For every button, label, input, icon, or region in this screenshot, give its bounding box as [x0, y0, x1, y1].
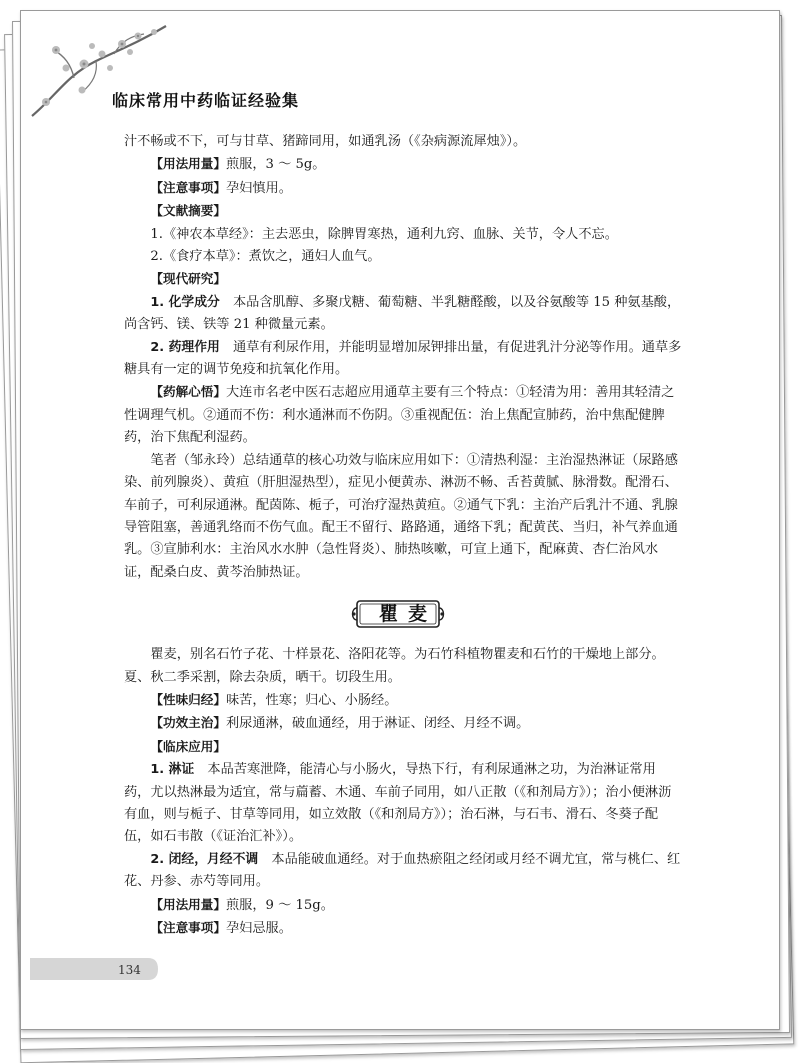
- insight-paragraph: 【药解心悟】大连市名老中医石志超应用通草主要有三个特点：①轻清为用：善用其轻清之性调理气机。②通而不伤：利水通淋而不伤阴。③重视配伍：治上焦配宣肺药，治中焦配健脾药，治下焦配利湿药。: [124, 384, 675, 446]
- herb-title: 瞿麦: [351, 598, 455, 630]
- paragraph: 汁不畅或不下，可与甘草、猪蹄同用，如通乳汤（《杂病源流犀烛》）。: [124, 134, 527, 149]
- clinical-item-2: 2. 闭经，月经不调 本品能破血通经。对于血热瘀阻之经闭或月经不调尤宜，常与桃仁、红花、丹参、赤芍等同用。: [124, 851, 681, 890]
- literature-item: 1.《神农本草经》：主去恶虫，除脾胃寒热，通利九窍、血脉、关节，令人不忘。: [150, 226, 618, 242]
- usage-line: 【用法用量】煎服，9 ～ 15g。: [150, 896, 334, 913]
- caution-tag: 【注意事项】: [150, 179, 226, 195]
- clinical-item-1: 1. 淋证 本品苦寒泄降，能清心与小肠火，导热下行，有利尿通淋之功，为治淋证常用药，尤以热淋最为适宜，常与萹蓄、木通、车前子同用，如八正散（《和剂局方》）；治小便淋沥有血，则与栀子、甘草等同用，如立效散（《和剂局方》）；治石淋，与石韦、滑石、冬葵子配伍，如石韦散（《证治汇补》）。: [124, 762, 672, 845]
- modern-research-heading: 【现代研究】: [150, 271, 226, 287]
- chemistry-paragraph: 1. 化学成分 本品含肌醇、多聚戊糖、葡萄糖、半乳糖醛酸，以及谷氨酸等 15 种氨基酸，尚含钙、镁、铁等 21 种微量元素。: [124, 294, 681, 333]
- literature-item: 2.《食疗本草》：煮饮之，通妇人血气。: [150, 249, 381, 265]
- efficacy-line: 【功效主治】利尿通淋，破血通经，用于淋证、闭经、月经不调。: [150, 715, 530, 732]
- running-header-title: 临床常用中药临证经验集: [112, 91, 300, 110]
- usage-tag: 【用法用量】: [150, 156, 226, 172]
- page-number: 134: [118, 963, 141, 977]
- clinical-heading: 【临床应用】: [150, 738, 226, 754]
- literature-heading: 【文献摘要】: [150, 203, 226, 219]
- herb-intro: 瞿麦，别名石竹子花、十样景花、洛阳花等。为石竹科植物瞿麦和石竹的干燥地上部分。夏、秋二季采割，除去杂质，晒干。切段生用。: [124, 647, 665, 685]
- main-text: [124, 131, 682, 940]
- usage-line: 【用法用量】煎服，3 ～ 5g。: [150, 156, 326, 173]
- pharmacology-paragraph: 2. 药理作用 通草有利尿作用，并能明显增加尿钾排出量，有促进乳汁分泌等作用。通草多糖具有一定的调节免疫和抗氧化作用。: [124, 339, 682, 378]
- caution-line: 【注意事项】孕妇忌服。: [150, 920, 292, 936]
- caution-line: 【注意事项】孕妇慎用。: [150, 179, 292, 196]
- page-content: [20, 10, 778, 1028]
- nature-line: 【性味归经】味苦，性寒；归心、小肠经。: [150, 691, 398, 708]
- author-paragraph: 笔者（邹永玲）总结通草的核心功效与临床应用如下：①清热利湿：主治湿热淋证（尿路感染、前列腺炎）、黄疸（肝胆湿热型），症见小便黄赤、淋沥不畅、舌苔黄腻、脉滑数。配滑石、车前子，可利尿通淋。配茵陈、栀子，可治疗湿热黄疸。②通气下乳：主治产后乳汁不通、乳腺导管阻塞，善通乳络而不伤气血。配王不留行、路路通，通络下乳；配黄芪、当归，补气养血通乳。③宣肺利水：主治风水水肿（急性肾炎）、肺热咳嗽，可宣上通下，配麻黄、杏仁治风水证，配桑白皮、黄芩治肺热证。: [124, 452, 678, 580]
- herb-title-block: [124, 584, 682, 644]
